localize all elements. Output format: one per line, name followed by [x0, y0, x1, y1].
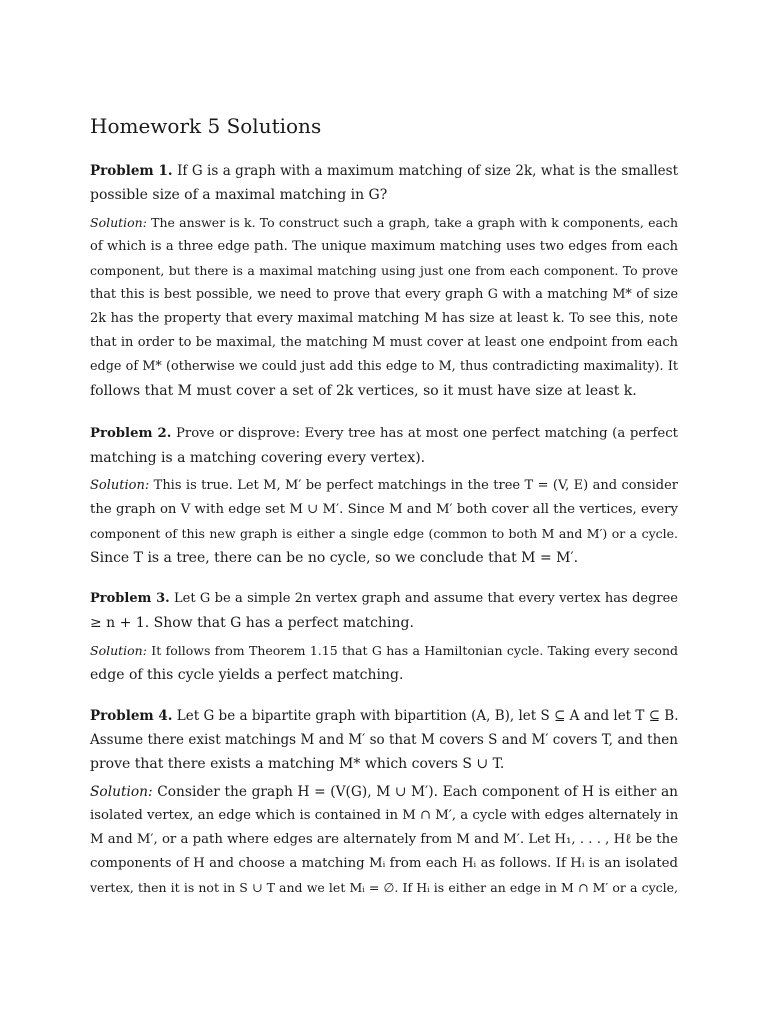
solution-3-line: edge of this cycle yields a perfect matching.: [90, 667, 404, 683]
solution-1-line: 2k has the property that every maximal matching M has size at least k. To see this, note: [90, 311, 678, 326]
solution-2: [90, 474, 678, 570]
solution-2-line: [90, 474, 678, 498]
solution-1-line: edge of M* (otherwise we could just add this edge to M, thus contradicting maximality). It: [90, 359, 678, 374]
problem-2-statement-line: matching is a matching covering every vertex).: [90, 450, 426, 466]
solution-4-line: vertex, then it is not in S ∪ T and we let Mᵢ = ∅. If Hᵢ is either an edge in M ∩ M′ or a cycle,: [90, 880, 678, 895]
solution-text: This is true. Let M, M′ be perfect matchings in the tree T = (V, E) and consider: [149, 478, 678, 493]
solution-label: Solution:: [90, 784, 153, 800]
problem-4-statement-line: prove that there exists a matching M* which covers S ∪ T.: [90, 756, 505, 772]
statement-text: Let G be a bipartite graph with bipartition (A, B), let S ⊆ A and let T ⊆ B.: [172, 708, 679, 724]
solution-1-line: that in order to be maximal, the matching M must cover at least one endpoint from each: [90, 335, 678, 350]
solution-1-line: [90, 211, 678, 235]
solution-2-line: component of this new graph is either a single edge (common to both M and M′) or a cycle.: [90, 526, 678, 541]
statement-text: Prove or disprove: Every tree has at most one perfect matching (a perfect: [171, 426, 678, 441]
problem-label: Problem 2.: [90, 426, 172, 441]
solution-4-line: components of H and choose a matching Mᵢ from each Hᵢ as follows. If Hᵢ is an isolated: [90, 856, 678, 871]
problem-2: [90, 422, 678, 470]
solution-text: It follows from Theorem 1.15 that G has a Hamiltonian cycle. Taking every second: [146, 643, 678, 658]
problem-4: [90, 704, 678, 776]
solution-label: Solution:: [90, 478, 150, 493]
solution-label: Solution:: [90, 643, 147, 658]
solution-3-line: [90, 639, 678, 663]
solution-1-line: of which is a three edge path. The unique maximum matching uses two edges from each: [90, 239, 678, 254]
problem-1-statement-line: possible size of a maximal matching in G?: [90, 187, 388, 203]
solution-text: Consider the graph H = (V(G), M ∪ M′). Each component of H is either an: [152, 784, 678, 800]
page-title: Homework 5 Solutions: [90, 114, 322, 138]
problem-3: [90, 587, 678, 635]
solution-1-line: component, but there is a maximal matching using just one from each component. To prove: [90, 263, 678, 278]
problem-label: Problem 3.: [90, 591, 170, 606]
solution-4-line: M and M′, or a path where edges are alternately from M and M′. Let H₁, . . . , Hℓ be the: [90, 832, 678, 847]
solution-2-line: the graph on V with edge set M ∪ M′. Since M and M′ both cover all the vertices, every: [90, 502, 678, 517]
solution-label: Solution:: [90, 215, 147, 230]
solution-1-line: that this is best possible, we need to prove that every graph G with a matching M* of size: [90, 287, 678, 302]
problem-2-statement-line: [90, 422, 678, 446]
problem-4-statement-line: [90, 704, 678, 728]
solution-3: [90, 639, 678, 687]
problem-label: Problem 4.: [90, 708, 173, 724]
problem-4-statement-line: Assume there exist matchings M and M′ so that M covers S and M′ covers T, and then: [90, 732, 678, 748]
solution-4-line: [90, 780, 678, 804]
problem-1: [90, 159, 678, 207]
statement-text: If G is a graph with a maximum matching of size 2k, what is the smallest: [172, 163, 678, 179]
problem-3-statement-line: ≥ n + 1. Show that G has a perfect matching.: [90, 615, 414, 631]
problem-3-statement-line: [90, 587, 678, 611]
solution-1: [90, 211, 678, 403]
solution-4: [90, 780, 678, 900]
solution-2-line: Since T is a tree, there can be no cycle, so we conclude that M = M′.: [90, 550, 579, 566]
solution-1-line: follows that M must cover a set of 2k vertices, so it must have size at least k.: [90, 383, 637, 399]
solution-text: The answer is k. To construct such a graph, take a graph with k components, each: [146, 215, 678, 230]
solution-4-line: isolated vertex, an edge which is contained in M ∩ M′, a cycle with edges alternately in: [90, 808, 679, 823]
problem-label: Problem 1.: [90, 163, 173, 179]
statement-text: Let G be a simple 2n vertex graph and assume that every vertex has degree: [169, 591, 679, 606]
problem-1-statement-line: [90, 159, 678, 183]
